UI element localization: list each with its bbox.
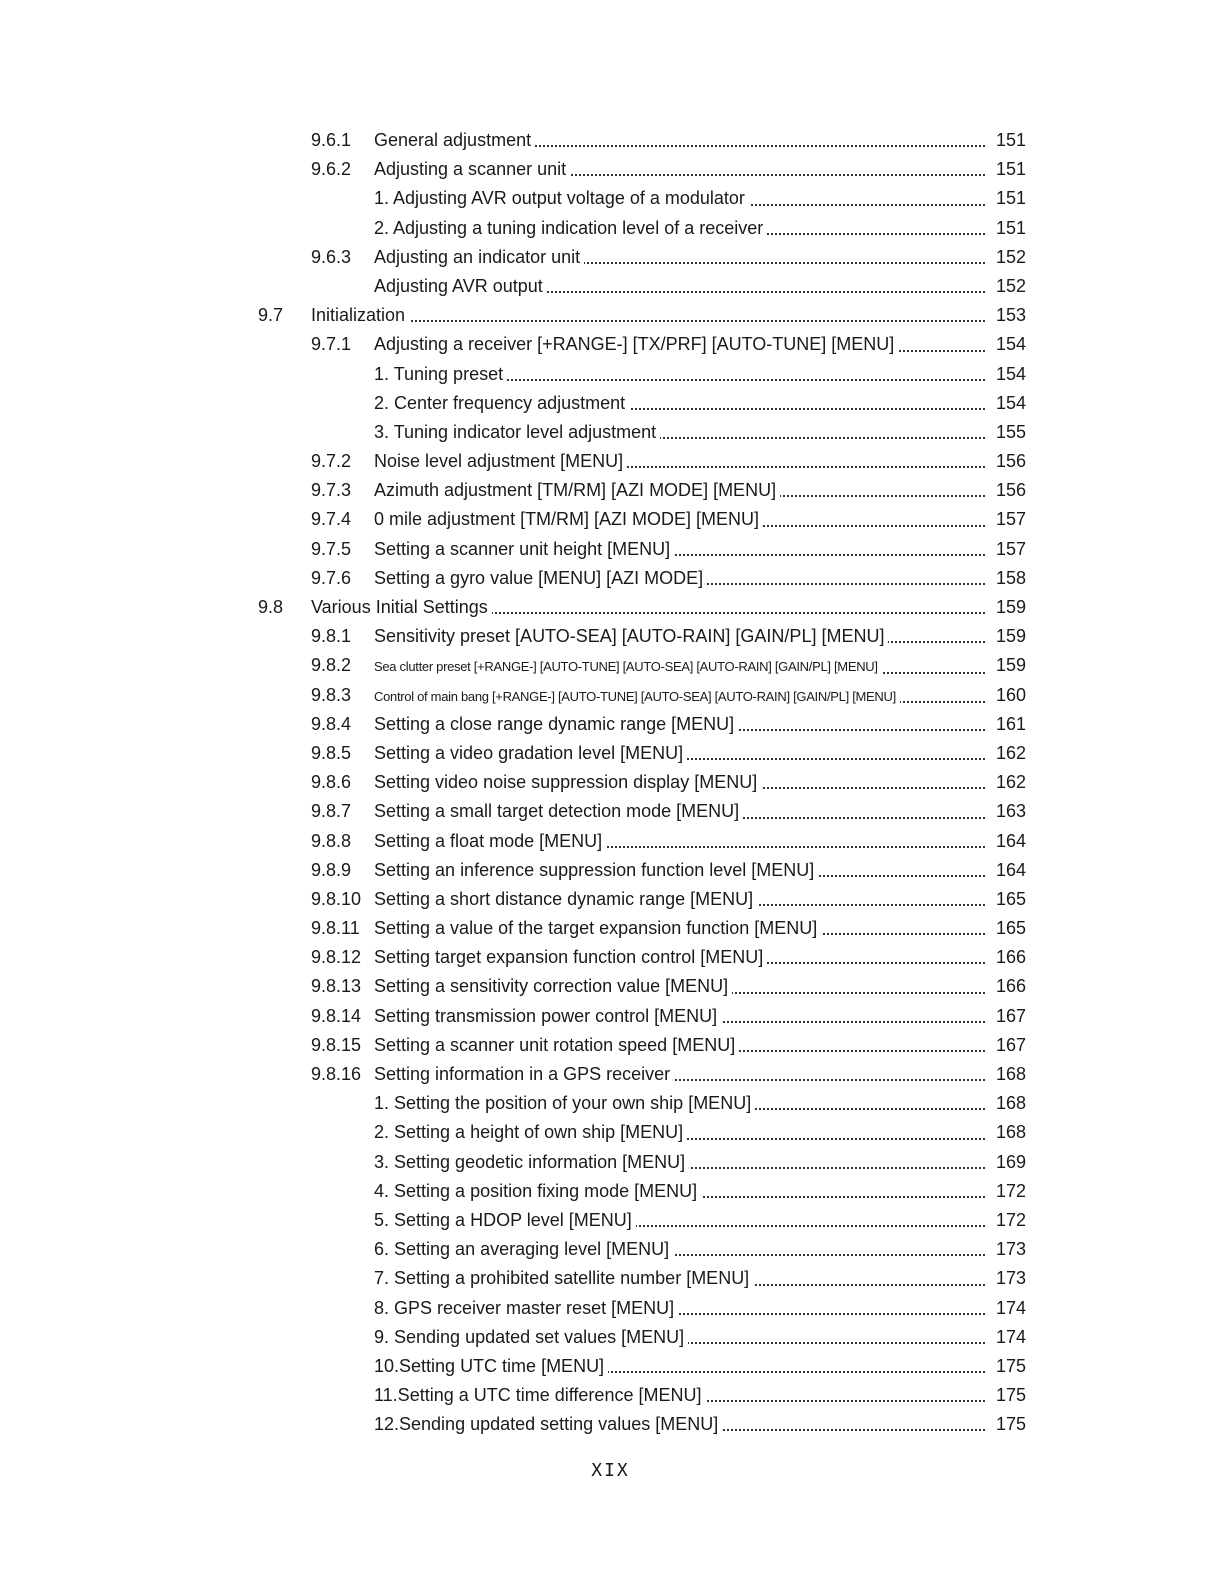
toc-entry[interactable]: [0, 1206, 1221, 1235]
toc-entry-page: 163: [986, 797, 1026, 826]
toc-entry-title: 6. Setting an averaging level [MENU]: [374, 1239, 673, 1259]
toc-entry-page: 162: [986, 768, 1026, 797]
toc-entry-title-leader: [374, 768, 1021, 797]
toc-entry-title: Setting transmission power control [MENU]: [374, 1006, 721, 1026]
toc-entry-number: 9.7.6: [311, 567, 352, 588]
toc-entry-title-leader: [374, 827, 1021, 856]
toc-entry-title-leader: [374, 389, 1021, 418]
toc-entry-number: 9.8.6: [311, 772, 352, 793]
toc-entry-title: 4. Setting a position fixing mode [MENU]: [374, 1181, 701, 1201]
toc-entry-number: 9.7.1: [311, 334, 352, 355]
toc-entry-page: 152: [986, 243, 1026, 272]
toc-entry-number: 9.8.10: [311, 888, 362, 909]
toc-entry[interactable]: [0, 710, 1221, 739]
toc-entry-title-leader: [374, 739, 1021, 768]
toc-entry-title-leader: [374, 1089, 1021, 1118]
toc-entry-number: 9.7.2: [311, 451, 352, 472]
toc-entry-title: 10.Setting UTC time [MENU]: [374, 1356, 608, 1376]
toc-entry-title: General adjustment: [374, 130, 535, 150]
toc-entry-title-leader: [374, 535, 1021, 564]
toc-entry-title-leader: [374, 1352, 1021, 1381]
toc-entry-title: 7. Setting a prohibited satellite number [MENU]: [374, 1268, 753, 1288]
toc-entry-title-leader: [374, 1031, 1021, 1060]
toc-entry[interactable]: [0, 1089, 1221, 1118]
toc-entry-title-leader: [374, 1177, 1021, 1206]
toc-entry-title: Setting target expansion function control [MENU]: [374, 947, 767, 967]
toc-entry[interactable]: [0, 330, 1221, 359]
toc-entry-page: 151: [986, 214, 1026, 243]
toc-entry-title-leader: [374, 126, 1021, 155]
toc-entry-title: Setting video noise suppression display [MENU]: [374, 772, 761, 792]
toc-entry-page: 173: [986, 1235, 1026, 1264]
toc-entry-title: Setting a float mode [MENU]: [374, 831, 606, 851]
toc-entry-page: 161: [986, 710, 1026, 739]
toc-entry-number: 9.7: [258, 305, 284, 326]
toc-entry[interactable]: [0, 1294, 1221, 1323]
toc-entry-title-leader: [374, 418, 1021, 447]
toc-entry[interactable]: [0, 972, 1221, 1001]
toc-entry-page: 151: [986, 126, 1026, 155]
toc-entry-title: 2. Center frequency adjustment: [374, 393, 629, 413]
toc-entry[interactable]: [0, 1323, 1221, 1352]
toc-entry-title: Setting a gyro value [MENU] [AZI MODE]: [374, 568, 707, 588]
toc-entry-page: 164: [986, 827, 1026, 856]
toc-entry-page: 167: [986, 1002, 1026, 1031]
toc-entry-title-leader: [374, 914, 1021, 943]
toc-entry-title-leader: [374, 1410, 1021, 1439]
toc-entry-title-leader: [374, 681, 1021, 711]
toc-entry-title-leader: [374, 564, 1021, 593]
toc-entry-number: 9.8.14: [311, 1005, 362, 1026]
toc-entry-title: 5. Setting a HDOP level [MENU]: [374, 1210, 636, 1230]
toc-entry-title: 2. Adjusting a tuning indication level of a receiver: [374, 218, 767, 238]
toc-entry[interactable]: [0, 184, 1221, 213]
toc-entry-page: 159: [986, 622, 1026, 651]
toc-entry-title: Setting a scanner unit height [MENU]: [374, 539, 674, 559]
toc-entry-page: 151: [986, 184, 1026, 213]
toc-entry-title: Sensitivity preset [AUTO-SEA] [AUTO-RAIN] [GAIN/PL] [MENU]: [374, 626, 888, 646]
toc-entry-title: 9. Sending updated set values [MENU]: [374, 1327, 688, 1347]
toc-entry-title-leader: [374, 476, 1021, 505]
toc-entry[interactable]: [0, 1410, 1221, 1439]
toc-entry-title: Setting a value of the target expansion function [MENU]: [374, 918, 821, 938]
toc-entry-title: Setting a small target detection mode [MENU]: [374, 801, 743, 821]
toc-entry-page: 174: [986, 1323, 1026, 1352]
toc-entry-page: 174: [986, 1294, 1026, 1323]
toc-entry[interactable]: [0, 476, 1221, 505]
toc-entry-title: Setting information in a GPS receiver: [374, 1064, 674, 1084]
toc-entry-title-leader: [374, 972, 1021, 1001]
toc-entry-page: 168: [986, 1118, 1026, 1147]
toc-entry[interactable]: [0, 214, 1221, 243]
toc-entry-title: Setting a close range dynamic range [MENU]: [374, 714, 738, 734]
toc-entry-title-leader: [374, 1206, 1021, 1235]
toc-entry-page: 168: [986, 1060, 1026, 1089]
toc-entry-title-leader: [374, 710, 1021, 739]
toc-entry[interactable]: [0, 1352, 1221, 1381]
toc-entry-page: 152: [986, 272, 1026, 301]
toc-entry-title: Setting a sensitivity correction value [MENU]: [374, 976, 732, 996]
toc-entry-number: 9.8.13: [311, 976, 362, 997]
toc-entry-title: Sea clutter preset [+RANGE-] [AUTO-TUNE] [AUTO-SEA] [AUTO-RAIN] [GAIN/PL] [MENU]: [374, 659, 882, 674]
toc-entry-title: Setting a video gradation level [MENU]: [374, 743, 687, 763]
toc-entry-title: 2. Setting a height of own ship [MENU]: [374, 1122, 687, 1142]
toc-entry-page: 173: [986, 1264, 1026, 1293]
toc-entry-page: 166: [986, 972, 1026, 1001]
toc-entry[interactable]: [0, 301, 1221, 330]
toc-entry-number: 9.8: [258, 597, 284, 617]
toc-entry-number: 9.8.5: [311, 742, 352, 763]
toc-entry-title-leader: [374, 1235, 1021, 1264]
toc-entry-title: Adjusting AVR output: [374, 276, 547, 296]
toc-entry-page: 154: [986, 389, 1026, 418]
toc-entry-page: 162: [986, 739, 1026, 768]
toc-entry-title: Adjusting a scanner unit: [374, 159, 570, 179]
toc-entry-title-leader: [374, 1264, 1021, 1293]
toc-entry-page: 159: [986, 593, 1026, 622]
toc-entry-title-leader: [374, 1118, 1021, 1147]
toc-entry-page: 165: [986, 885, 1026, 914]
toc-entry-page: 168: [986, 1089, 1026, 1118]
toc-entry-title: 1. Adjusting AVR output voltage of a modulator: [374, 188, 749, 208]
toc-entry-page: 164: [986, 856, 1026, 885]
toc-entry-number: 9.8.7: [311, 801, 352, 822]
toc-entry-number: 9.8.11: [311, 918, 360, 939]
toc-entry[interactable]: [0, 885, 1221, 914]
toc-entry-page: 175: [986, 1352, 1026, 1381]
toc-entry[interactable]: [0, 243, 1221, 272]
toc-entry[interactable]: [0, 447, 1221, 476]
toc-entry-page: 175: [986, 1381, 1026, 1410]
toc-entry-page: 175: [986, 1410, 1026, 1439]
toc-entry-number: 9.6.1: [311, 130, 352, 150]
toc-entry[interactable]: [0, 1002, 1221, 1031]
toc-entry-title-leader: [374, 243, 1021, 272]
toc-entry-title-leader: [374, 1148, 1021, 1177]
toc-entry-title-leader: [374, 856, 1021, 885]
toc-entry-title-leader: [374, 1294, 1021, 1323]
toc-entry-title: Azimuth adjustment [TM/RM] [AZI MODE] [MENU]: [374, 480, 780, 500]
table-of-contents: [0, 126, 1221, 1439]
toc-entry-page: 172: [986, 1206, 1026, 1235]
toc-entry-title: 11.Setting a UTC time difference [MENU]: [374, 1385, 705, 1405]
toc-entry-title: 1. Setting the position of your own ship [MENU]: [374, 1093, 755, 1113]
toc-entry[interactable]: [0, 651, 1221, 680]
toc-entry[interactable]: [0, 1148, 1221, 1177]
toc-entry-title: 3. Setting geodetic information [MENU]: [374, 1152, 689, 1172]
toc-entry-title-leader: [374, 797, 1021, 826]
toc-entry-title: Noise level adjustment [MENU]: [374, 451, 627, 471]
toc-entry-page: 167: [986, 1031, 1026, 1060]
toc-entry[interactable]: [0, 797, 1221, 826]
toc-entry[interactable]: [0, 943, 1221, 972]
toc-entry[interactable]: [0, 360, 1221, 389]
toc-entry-title: Initialization: [311, 305, 409, 325]
toc-entry-number: 9.8.1: [311, 626, 352, 647]
toc-entry[interactable]: [0, 914, 1221, 943]
toc-entry-page: 160: [986, 681, 1026, 710]
toc-entry[interactable]: [0, 1177, 1221, 1206]
toc-entry-number: 9.8.15: [311, 1034, 362, 1055]
toc-entry-title-leader: [374, 1060, 1021, 1089]
toc-entry-page: 165: [986, 914, 1026, 943]
toc-entry-title-leader: [311, 301, 1021, 330]
toc-entry-title-leader: [311, 593, 1021, 622]
page-number: XIX: [591, 1460, 630, 1481]
toc-entry-number: 9.8.9: [311, 859, 352, 880]
toc-entry-title: Control of main bang [+RANGE-] [AUTO-TUNE] [AUTO-SEA] [AUTO-RAIN] [GAIN/PL] [MENU]: [374, 689, 900, 704]
toc-entry[interactable]: [0, 856, 1221, 885]
toc-entry-number: 9.7.4: [311, 509, 352, 530]
toc-entry[interactable]: [0, 418, 1221, 447]
toc-entry-page: 159: [986, 651, 1026, 680]
toc-entry-title-leader: [374, 622, 1021, 651]
toc-entry[interactable]: [0, 768, 1221, 797]
toc-entry[interactable]: [0, 681, 1221, 710]
toc-entry-page: 156: [986, 447, 1026, 476]
toc-entry-number: 9.8.16: [311, 1064, 362, 1084]
toc-entry[interactable]: [0, 1264, 1221, 1293]
toc-entry-page: 157: [986, 505, 1026, 534]
toc-entry-page: 153: [986, 301, 1026, 330]
toc-entry-title: 1. Tuning preset: [374, 364, 507, 384]
toc-entry-page: 151: [986, 155, 1026, 184]
toc-entry-number: 9.8.4: [311, 713, 352, 734]
toc-entry-number: 9.7.5: [311, 538, 352, 559]
toc-entry-number: 9.8.8: [311, 830, 352, 851]
toc-entry[interactable]: [0, 1235, 1221, 1264]
toc-entry-number: 9.6.2: [311, 159, 352, 180]
toc-entry-page: 154: [986, 330, 1026, 359]
toc-entry-title-leader: [374, 885, 1021, 914]
toc-entry-title-leader: [374, 360, 1021, 389]
toc-entry-title: Adjusting an indicator unit: [374, 247, 584, 267]
toc-entry[interactable]: [0, 1381, 1221, 1410]
toc-entry-number: 9.6.3: [311, 246, 352, 267]
toc-entry-title: Setting an inference suppression function level [MENU]: [374, 860, 818, 880]
toc-entry-title: Adjusting a receiver [+RANGE-] [TX/PRF] [AUTO-TUNE] [MENU]: [374, 334, 898, 354]
toc-entry-title-leader: [374, 1002, 1021, 1031]
toc-entry-title-leader: [374, 1381, 1021, 1410]
toc-entry-page: 154: [986, 360, 1026, 389]
toc-entry-number: 9.8.3: [311, 684, 352, 705]
toc-entry-number: 9.8.12: [311, 947, 362, 968]
toc-entry-number: 9.7.3: [311, 480, 352, 501]
toc-entry[interactable]: [0, 126, 1221, 155]
toc-entry-title-leader: [374, 272, 1021, 301]
toc-entry-title-leader: [374, 943, 1021, 972]
toc-entry-title-leader: [374, 214, 1021, 243]
toc-entry[interactable]: [0, 827, 1221, 856]
toc-entry-title: 0 mile adjustment [TM/RM] [AZI MODE] [MENU]: [374, 509, 763, 529]
toc-entry-page: 172: [986, 1177, 1026, 1206]
toc-entry-page: 158: [986, 564, 1026, 593]
toc-entry-title-leader: [374, 505, 1021, 534]
toc-entry[interactable]: [0, 389, 1221, 418]
toc-entry-title: Setting a scanner unit rotation speed [MENU]: [374, 1035, 739, 1055]
toc-entry-title: 3. Tuning indicator level adjustment: [374, 422, 660, 442]
toc-entry[interactable]: [0, 505, 1221, 534]
toc-entry-page: 166: [986, 943, 1026, 972]
toc-entry-page: 155: [986, 418, 1026, 447]
toc-entry-number: 9.8.2: [311, 655, 352, 676]
toc-entry-page: 157: [986, 535, 1026, 564]
toc-entry-title-leader: [374, 1323, 1021, 1352]
toc-entry-title: Setting a short distance dynamic range [MENU]: [374, 889, 757, 909]
toc-entry-title: 8. GPS receiver master reset [MENU]: [374, 1298, 678, 1318]
toc-entry-page: 156: [986, 476, 1026, 505]
toc-entry-title-leader: [374, 155, 1021, 184]
toc-entry[interactable]: [0, 1031, 1221, 1060]
toc-entry[interactable]: [0, 622, 1221, 651]
toc-entry[interactable]: [0, 593, 1221, 622]
toc-entry[interactable]: [0, 155, 1221, 184]
toc-entry[interactable]: [0, 272, 1221, 301]
toc-entry[interactable]: [0, 564, 1221, 593]
toc-entry-title-leader: [374, 184, 1021, 213]
toc-entry-title-leader: [374, 447, 1021, 476]
toc-entry[interactable]: [0, 1118, 1221, 1147]
toc-entry[interactable]: [0, 535, 1221, 564]
toc-entry-title: 12.Sending updated setting values [MENU]: [374, 1414, 722, 1434]
toc-entry[interactable]: [0, 739, 1221, 768]
toc-entry-title-leader: [374, 330, 1021, 359]
toc-entry-title-leader: [374, 651, 1021, 681]
toc-entry-page: 169: [986, 1148, 1026, 1177]
toc-entry[interactable]: [0, 1060, 1221, 1089]
toc-entry-title: Various Initial Settings: [311, 597, 492, 617]
